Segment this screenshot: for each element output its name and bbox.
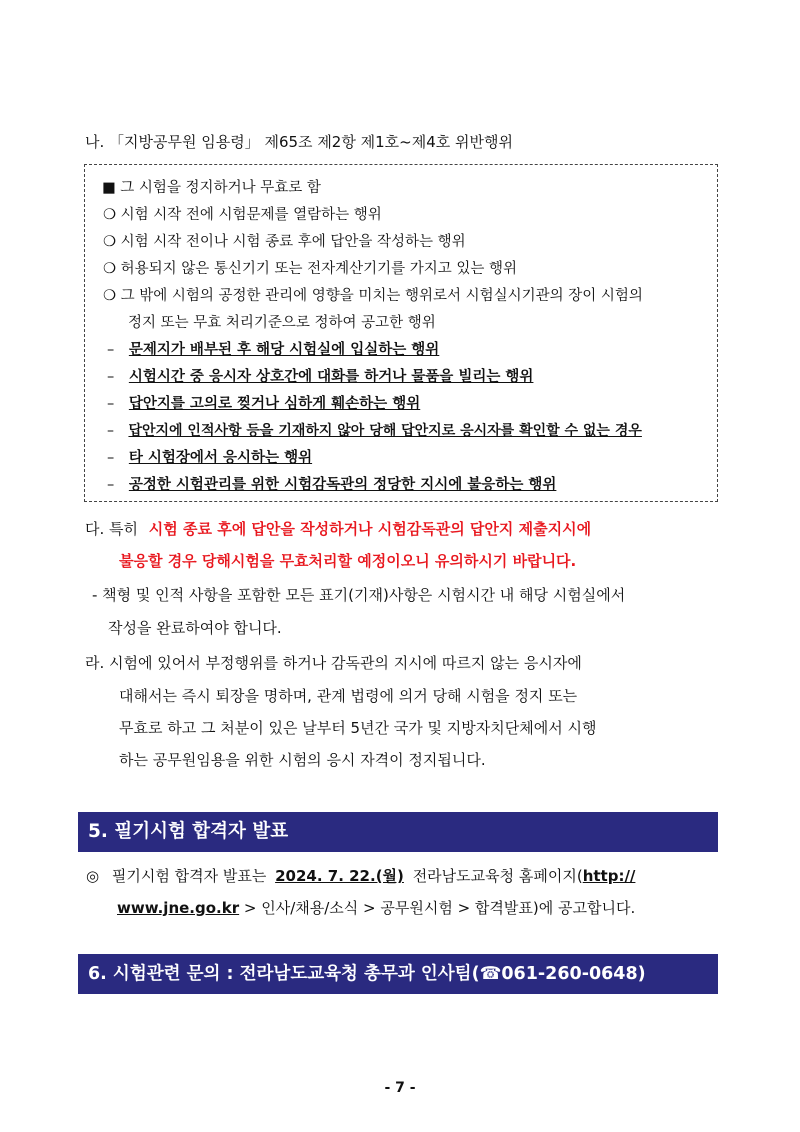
- box-item: ❍ 시험 시작 전에 시험문제를 열람하는 행위: [103, 207, 382, 223]
- warning-text-line2: 불응할 경우 당해시험을 무효처리할 예정이오니 유의하시기 바랍니다.: [119, 552, 577, 570]
- announce-date: 2024. 7. 22.(월): [275, 867, 404, 885]
- dash-marker: –: [107, 369, 115, 385]
- section5-heading: 5. 필기시험 합격자 발표: [78, 812, 718, 852]
- sub-item-text: 문제지가 배부된 후 해당 시험실에 입실하는 행위: [128, 342, 440, 358]
- box-header: ■ 그 시험을 정지하거나 무효로 함: [102, 180, 321, 196]
- section5-line1: [86, 866, 635, 886]
- sub-item-text: 답안지를 고의로 찢거나 심하게 훼손하는 행위: [128, 396, 421, 412]
- sub-item: [107, 421, 642, 441]
- announce-text: 전라남도교육청 홈페이지(: [412, 867, 583, 885]
- section-da-line1: [85, 519, 591, 539]
- sub-item: [107, 475, 556, 495]
- section-na-title: 나. 「지방공무원 임용령」 제65조 제2항 제1호~제4호 위반행위: [85, 133, 513, 151]
- box-item: ❍ 허용되지 않은 통신기기 또는 전자계산기기를 가지고 있는 행위: [103, 261, 518, 277]
- section-da-prefix: 다. 특히: [85, 520, 139, 538]
- dash-marker: –: [107, 396, 115, 412]
- box-item-continuation: 정지 또는 무효 처리기준으로 정하여 공고한 행위: [128, 315, 436, 331]
- sub-item: [107, 394, 420, 414]
- sub-item: [107, 340, 439, 360]
- dash-marker: –: [107, 423, 114, 439]
- note-line: - 책형 및 인적 사항을 포함한 모든 표기(기재)사항은 시험시간 내 해당 시험실에서: [92, 586, 626, 604]
- section-ra-line: 무효로 하고 그 처분이 있은 날부터 5년간 국가 및 지방자치단체에서 시행: [119, 719, 597, 737]
- box-item: ❍ 시험 시작 전이나 시험 종료 후에 답안을 작성하는 행위: [103, 234, 466, 250]
- note-line: 작성을 완료하여야 합니다.: [108, 619, 282, 637]
- dash-marker: –: [107, 450, 115, 466]
- sub-item-text: 시험시간 중 응시자 상호간에 대화를 하거나 물품을 빌리는 행위: [128, 369, 534, 385]
- sub-item: [107, 448, 312, 468]
- homepage-link[interactable]: http://: [582, 867, 636, 885]
- sub-item-text: 답안지에 인적사항 등을 기재하지 않아 당해 답안지로 응시자를 확인할 수 없는 경우: [128, 423, 642, 439]
- section-ra-line: 대해서는 즉시 퇴장을 명하며, 관계 법령에 의거 당해 시험을 정지 또는: [119, 687, 578, 705]
- sub-item-text: 공정한 시험관리를 위한 시험감독관의 정당한 지시에 불응하는 행위: [128, 477, 557, 493]
- section-ra-line: 하는 공무원임용을 위한 시험의 응시 자격이 정지됩니다.: [119, 751, 486, 769]
- homepage-link-url[interactable]: www.jne.go.kr: [117, 899, 240, 917]
- double-circle-icon: ◎: [86, 867, 100, 885]
- sub-item: [107, 367, 533, 387]
- section-ra-line: 라. 시험에 있어서 부정행위를 하거나 감독관의 지시에 따르지 않는 응시자에: [85, 654, 582, 672]
- section5-line2: [117, 898, 635, 918]
- warning-text: 시험 종료 후에 답안을 작성하거나 시험감독관의 답안지 제출지시에: [148, 520, 592, 538]
- page-number: - 7 -: [384, 1080, 416, 1096]
- box-item: ❍ 그 밖에 시험의 공정한 관리에 영향을 미치는 행위로서 시험실시기관의 장이 시험의: [103, 288, 643, 304]
- dash-marker: –: [107, 342, 115, 358]
- sub-item-text: 타 시험장에서 응시하는 행위: [128, 450, 313, 466]
- section6-heading: 6. 시험관련 문의 : 전라남도교육청 총무과 인사팀(☎061-260-0648): [78, 954, 718, 994]
- dash-marker: –: [107, 477, 115, 493]
- announce-path-text: > 인사/채용/소식 > 공무원시험 > 합격발표)에 공고합니다.: [239, 899, 636, 917]
- announce-text: 필기시험 합격자 발표는: [111, 867, 267, 885]
